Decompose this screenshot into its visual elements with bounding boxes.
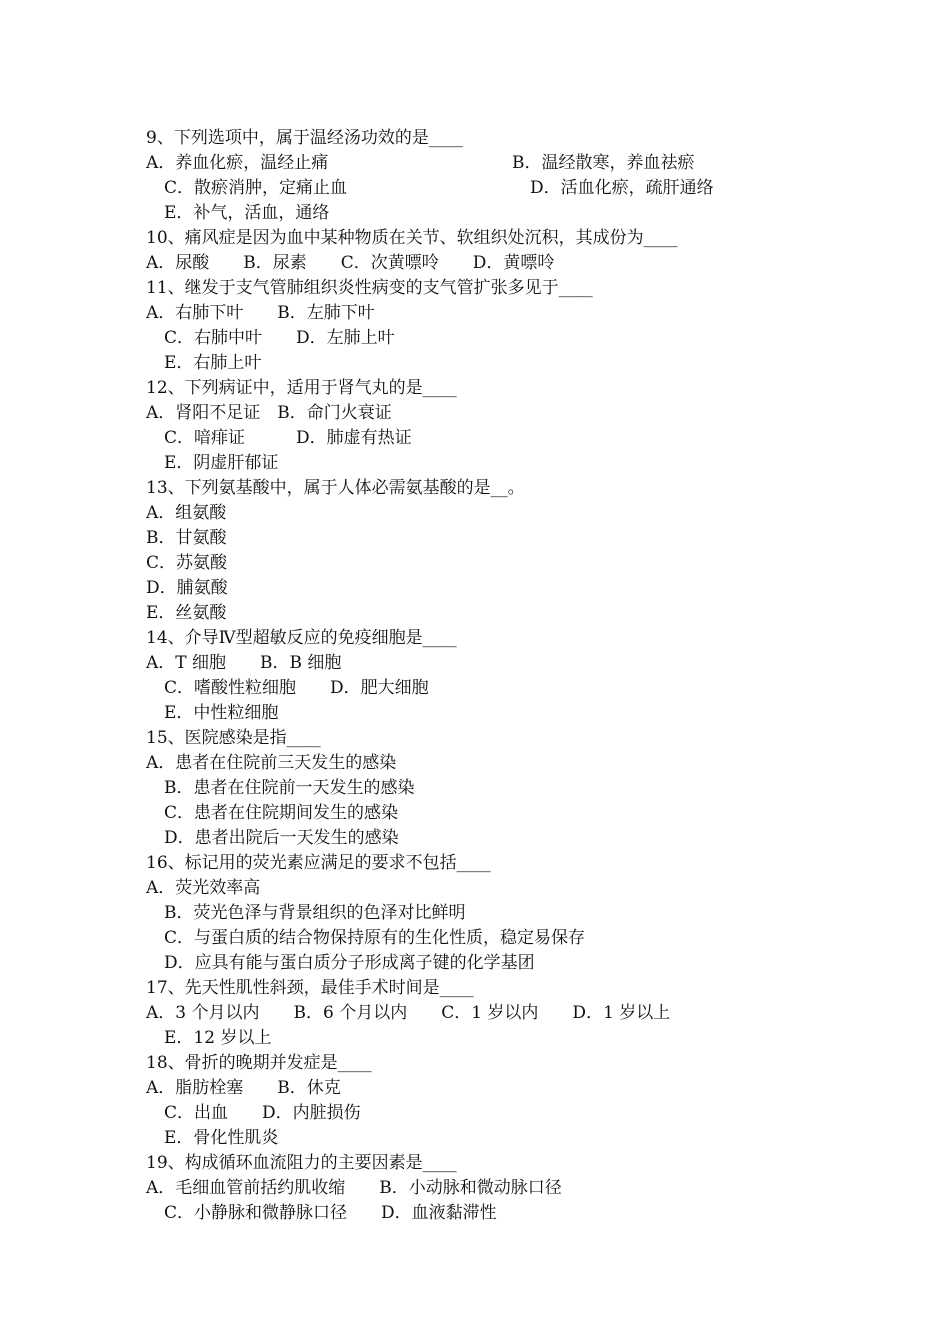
option-line: D．患者出院后一天发生的感染 [164, 828, 399, 848]
option-line: A．养血化瘀，温经止痛 [146, 153, 329, 173]
option-line: B．荧光色泽与背景组织的色泽对比鲜明 [164, 903, 466, 923]
option-line: E．阴虚肝郁证 [164, 453, 279, 473]
question-12: 12、下列病证中，适用于肾气丸的是____ [146, 378, 457, 398]
option-line: B．温经散寒，养血祛瘀 [512, 153, 695, 173]
option-line: E．右肺上叶 [164, 353, 262, 373]
option-line: E．补气，活血，通络 [164, 203, 330, 223]
option-line: E．中性粒细胞 [164, 703, 279, 723]
option-line: A．患者在住院前三天发生的感染 [146, 753, 397, 773]
question-15: 15、医院感染是指____ [146, 728, 321, 748]
option-line: D．脯氨酸 [146, 578, 228, 598]
option-line: D．应具有能与蛋白质分子形成离子键的化学基团 [164, 953, 535, 973]
question-18: 18、骨折的晚期并发症是____ [146, 1053, 372, 1073]
question-17: 17、先天性肌性斜颈，最佳手术时间是____ [146, 978, 474, 998]
question-11: 11、继发于支气管肺组织炎性病变的支气管扩张多见于____ [146, 278, 593, 298]
option-line: B．患者在住院前一天发生的感染 [164, 778, 415, 798]
option-line: C．喑痱证 D．肺虚有热证 [164, 428, 412, 448]
option-line: C．右肺中叶 D．左肺上叶 [164, 328, 395, 348]
option-line: E．12 岁以上 [164, 1028, 272, 1048]
question-13: 13、下列氨基酸中，属于人体必需氨基酸的是__。 [146, 478, 525, 498]
option-line: A．毛细血管前括约肌收缩 B．小动脉和微动脉口径 [146, 1178, 562, 1198]
option-line: C．小静脉和微静脉口径 D．血液黏滞性 [164, 1203, 497, 1223]
question-14: 14、介导Ⅳ型超敏反应的免疫细胞是____ [146, 628, 457, 648]
option-line: A．脂肪栓塞 B．休克 [146, 1078, 341, 1098]
option-line: C．出血 D．内脏损伤 [164, 1103, 361, 1123]
option-line: D．活血化瘀，疏肝通络 [530, 178, 714, 198]
option-line: B．甘氨酸 [146, 528, 227, 548]
option-line: A．组氨酸 [146, 503, 227, 523]
option-line: C．患者在住院期间发生的感染 [164, 803, 399, 823]
question-9: 9、下列选项中，属于温经汤功效的是____ [146, 128, 463, 148]
option-line: A．右肺下叶 B．左肺下叶 [146, 303, 375, 323]
option-line: A．荧光效率高 [146, 878, 261, 898]
option-line: C．与蛋白质的结合物保持原有的生化性质，稳定易保存 [164, 928, 586, 948]
option-line: E．骨化性肌炎 [164, 1128, 279, 1148]
option-line: A．尿酸 B．尿素 C．次黄嘌呤 D．黄嘌呤 [146, 253, 555, 273]
option-line: A．T 细胞 B．B 细胞 [146, 653, 342, 673]
question-10: 10、痛风症是因为血中某种物质在关节、软组织处沉积，其成份为____ [146, 228, 678, 248]
option-line: C．散瘀消肿，定痛止血 [164, 178, 348, 198]
option-line: C．嗜酸性粒细胞 D．肥大细胞 [164, 678, 429, 698]
question-16: 16、标记用的荧光素应满足的要求不包括____ [146, 853, 491, 873]
question-19: 19、构成循环血流阻力的主要因素是____ [146, 1153, 457, 1173]
option-line: E．丝氨酸 [146, 603, 227, 623]
option-line: C．苏氨酸 [146, 553, 228, 573]
option-line: A．肾阳不足证 B．命门火衰证 [146, 403, 392, 423]
option-line: A．3 个月以内 B．6 个月以内 C．1 岁以内 D．1 岁以上 [146, 1003, 671, 1023]
